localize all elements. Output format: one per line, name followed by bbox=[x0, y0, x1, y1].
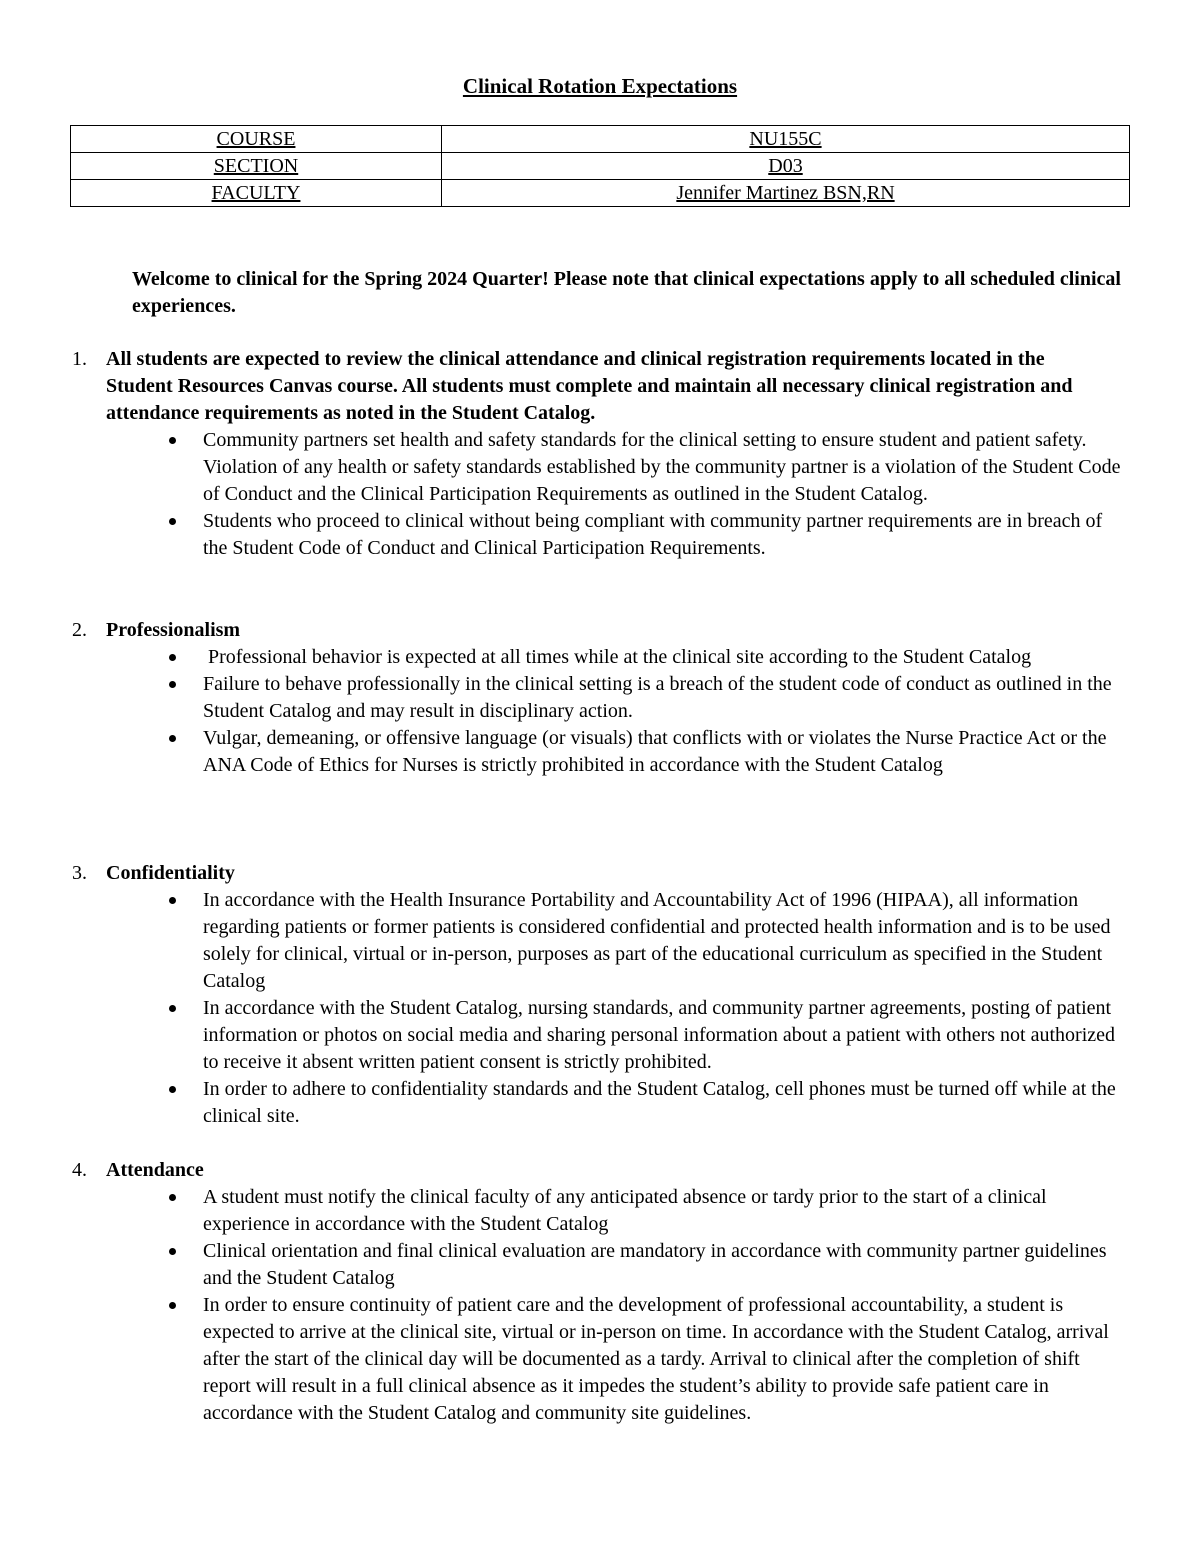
bullet-text: In accordance with the Student Catalog, nursing standards, and community partner agreements, posting of patient information or photos on social media and sharing personal information about a patient with others not authorized to receive it absent written patient consent is strictly prohibited. bbox=[203, 997, 1116, 1073]
bullet-text: A student must notify the clinical faculty of any anticipated absence or tardy prior to the start of a clinical experience in accordance with the Student Catalog bbox=[203, 1186, 1047, 1235]
list-item bbox=[0, 1238, 1131, 1292]
welcome-message: Welcome to clinical for the Spring 2024 Quarter! Please note that clinical expectations apply to all scheduled clinical experiences. bbox=[132, 268, 1121, 317]
bullet-list bbox=[0, 887, 1200, 1130]
bullet-icon bbox=[169, 1302, 176, 1309]
list-item bbox=[0, 508, 1131, 562]
page-title: Clinical Rotation Expectations bbox=[462, 74, 738, 98]
bullet-text: Failure to behave professionally in the clinical setting is a breach of the student code of conduct as outlined in the Student Catalog and may result in disciplinary action. bbox=[203, 673, 1112, 722]
bullet-icon bbox=[169, 1248, 176, 1255]
bullet-text: In order to adhere to confidentiality standards and the Student Catalog, cell phones must be turned off while at the clinical site. bbox=[203, 1078, 1116, 1127]
list-item bbox=[0, 1292, 1131, 1427]
bullet-icon bbox=[169, 654, 176, 661]
course-label: COURSE bbox=[71, 126, 442, 153]
bullet-list bbox=[0, 427, 1200, 562]
section-value: D03 bbox=[442, 153, 1130, 180]
bullet-icon bbox=[169, 735, 176, 742]
bullet-icon bbox=[169, 1086, 176, 1093]
bullet-text: Vulgar, demeaning, or offensive language (or visuals) that conflicts with or violates the Nurse Practice Act or the ANA Code of Ethics for Nurses is strictly prohibited in accordance with the Student Catalog bbox=[203, 727, 1107, 776]
list-item bbox=[0, 427, 1131, 508]
section-heading: Attendance bbox=[106, 1159, 204, 1181]
bullet-icon bbox=[169, 1194, 176, 1201]
table-row bbox=[71, 126, 1130, 153]
table-row bbox=[71, 153, 1130, 180]
bullet-text: Professional behavior is expected at all times while at the clinical site according to the Student Catalog bbox=[203, 646, 1032, 668]
bullet-list bbox=[0, 644, 1200, 779]
section-heading: Professionalism bbox=[106, 619, 241, 641]
section-number: 4. bbox=[72, 1159, 87, 1181]
bullet-text: Clinical orientation and final clinical evaluation are mandatory in accordance with community partner guidelines and the Student Catalog bbox=[203, 1240, 1107, 1289]
section-number: 3. bbox=[72, 862, 87, 884]
section-number: 1. bbox=[72, 348, 87, 370]
section-heading: All students are expected to review the clinical attendance and clinical registration requirements located in the Student Resources Canvas course. All students must complete and maintain all necessary clinical registration and attendance requirements as noted in the Student Catalog. bbox=[106, 348, 1073, 424]
list-item bbox=[0, 887, 1131, 995]
table-row bbox=[71, 180, 1130, 207]
list-item bbox=[0, 1076, 1131, 1130]
faculty-value: Jennifer Martinez BSN,RN bbox=[442, 180, 1130, 207]
bullet-text: In accordance with the Health Insurance Portability and Accountability Act of 1996 (HIPAA), all information regarding patients or former patients is considered confidential and protected health information and is to be used solely for clinical, virtual or in-person, purposes as part of the educational curriculum as specified in the Student Catalog bbox=[203, 889, 1111, 992]
list-item bbox=[0, 644, 1131, 671]
list-item bbox=[0, 671, 1131, 725]
bullet-icon bbox=[169, 437, 176, 444]
bullet-text: Students who proceed to clinical without being compliant with community partner requirements are in breach of the Student Code of Conduct and Clinical Participation Requirements. bbox=[203, 510, 1103, 559]
bullet-icon bbox=[169, 518, 176, 525]
bullet-text: Community partners set health and safety standards for the clinical setting to ensure student and patient safety. Violation of any health or safety standards established by the community partner is a violation of the Student Code of Conduct and the Clinical Participation Requirements as outlined in the Student Catalog. bbox=[203, 429, 1121, 505]
section-heading: Confidentiality bbox=[106, 862, 235, 884]
bullet-icon bbox=[169, 681, 176, 688]
bullet-icon bbox=[169, 1005, 176, 1012]
course-value: NU155C bbox=[442, 126, 1130, 153]
bullet-list bbox=[0, 1184, 1200, 1427]
section-label: SECTION bbox=[71, 153, 442, 180]
section-number: 2. bbox=[72, 619, 87, 641]
list-item bbox=[0, 725, 1131, 779]
faculty-label: FACULTY bbox=[71, 180, 442, 207]
course-info-table bbox=[70, 125, 1130, 207]
list-item bbox=[0, 995, 1131, 1076]
list-item bbox=[0, 1184, 1131, 1238]
bullet-text: In order to ensure continuity of patient care and the development of professional accountability, a student is expected to arrive at the clinical site, virtual or in-person on time. In accordance with the Student Catalog, arrival after the start of the clinical day will be documented as a tardy. Arrival to clinical after the completion of shift report will result in a full clinical absence as it impedes the student’s ability to provide safe patient care in accordance with the Student Catalog and community site guidelines. bbox=[203, 1294, 1109, 1424]
bullet-icon bbox=[169, 897, 176, 904]
